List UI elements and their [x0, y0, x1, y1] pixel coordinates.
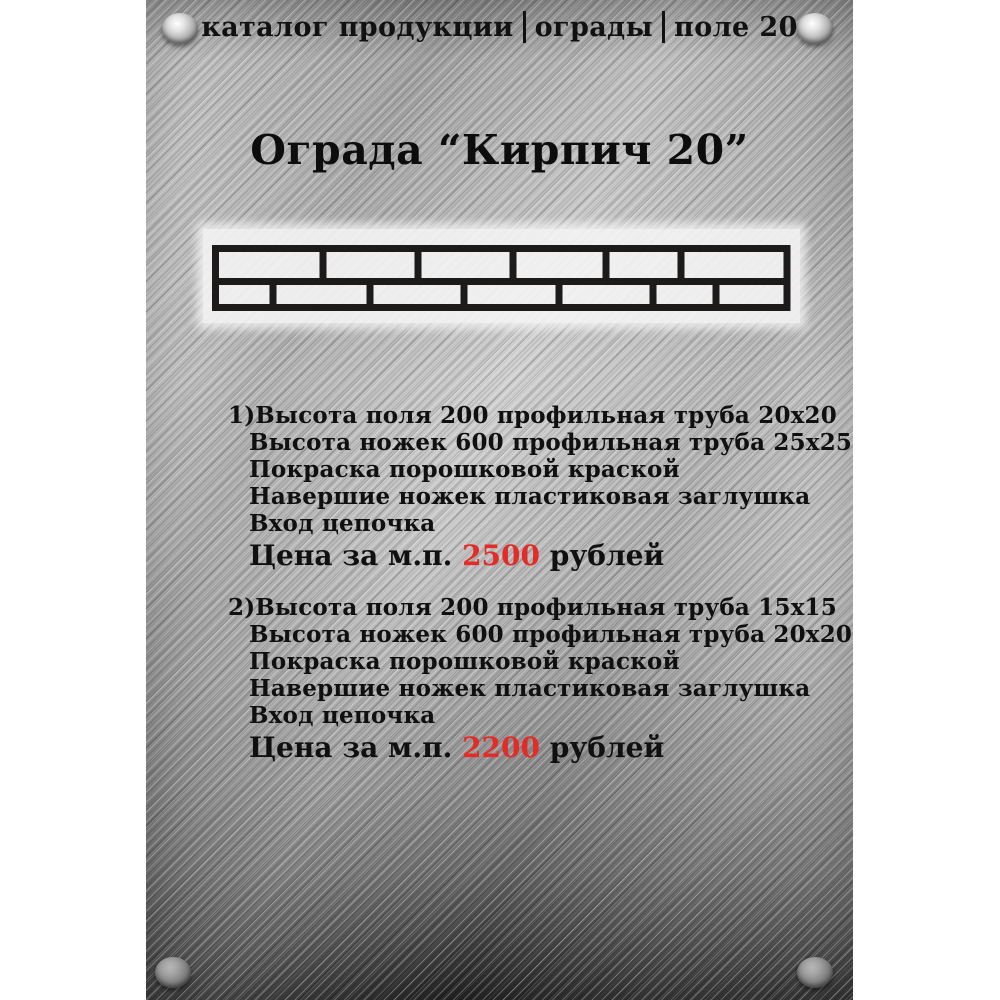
rivet-icon: [797, 957, 833, 988]
price-value: 2200: [462, 731, 541, 764]
product-number: 2): [228, 594, 256, 621]
breadcrumb-divider: [523, 11, 526, 43]
breadcrumb-item-field: поле 20: [674, 11, 798, 43]
spec-line: [228, 402, 837, 429]
breadcrumb-divider: [662, 11, 665, 43]
price-suffix: рублей: [549, 731, 665, 764]
product-block-1: [228, 402, 853, 574]
spec-text: Высота поля 200 профильная труба 15x15: [255, 594, 837, 621]
spec-line: Высота ножек 600 профильная труба 20x20: [249, 621, 853, 648]
metal-plate: [146, 0, 853, 1000]
spec-line: Навершие ножек пластиковая заглушка: [249, 675, 811, 702]
price-line: [228, 538, 828, 574]
price-prefix: Цена за м.п.: [249, 539, 453, 572]
price-suffix: рублей: [549, 539, 665, 572]
spec-line: [228, 594, 837, 621]
breadcrumb-item-catalog: каталог продукции: [201, 11, 514, 43]
price-line: [228, 730, 828, 766]
spec-line: Покраска порошковой краской: [249, 648, 680, 675]
spec-line: Вход цепочка: [249, 510, 436, 537]
spec-line: Высота ножек 600 профильная труба 25x25: [249, 429, 853, 456]
product-block-2: [228, 594, 853, 766]
spec-text: Высота поля 200 профильная труба 20x20: [255, 402, 837, 429]
price-value: 2500: [462, 539, 541, 572]
spec-line: Вход цепочка: [249, 702, 436, 729]
breadcrumb: [146, 11, 853, 43]
brick-fence-sketch: [203, 229, 800, 323]
spec-line: Навершие ножек пластиковая заглушка: [249, 483, 811, 510]
product-number: 1): [228, 402, 256, 429]
page-title: Ограда “Кирпич 20”: [250, 126, 749, 174]
spec-line: Покраска порошковой краской: [249, 456, 680, 483]
price-prefix: Цена за м.п.: [249, 731, 453, 764]
breadcrumb-item-fences: ограды: [534, 11, 654, 43]
product-figure-panel: [203, 229, 800, 323]
rivet-icon: [155, 957, 191, 988]
